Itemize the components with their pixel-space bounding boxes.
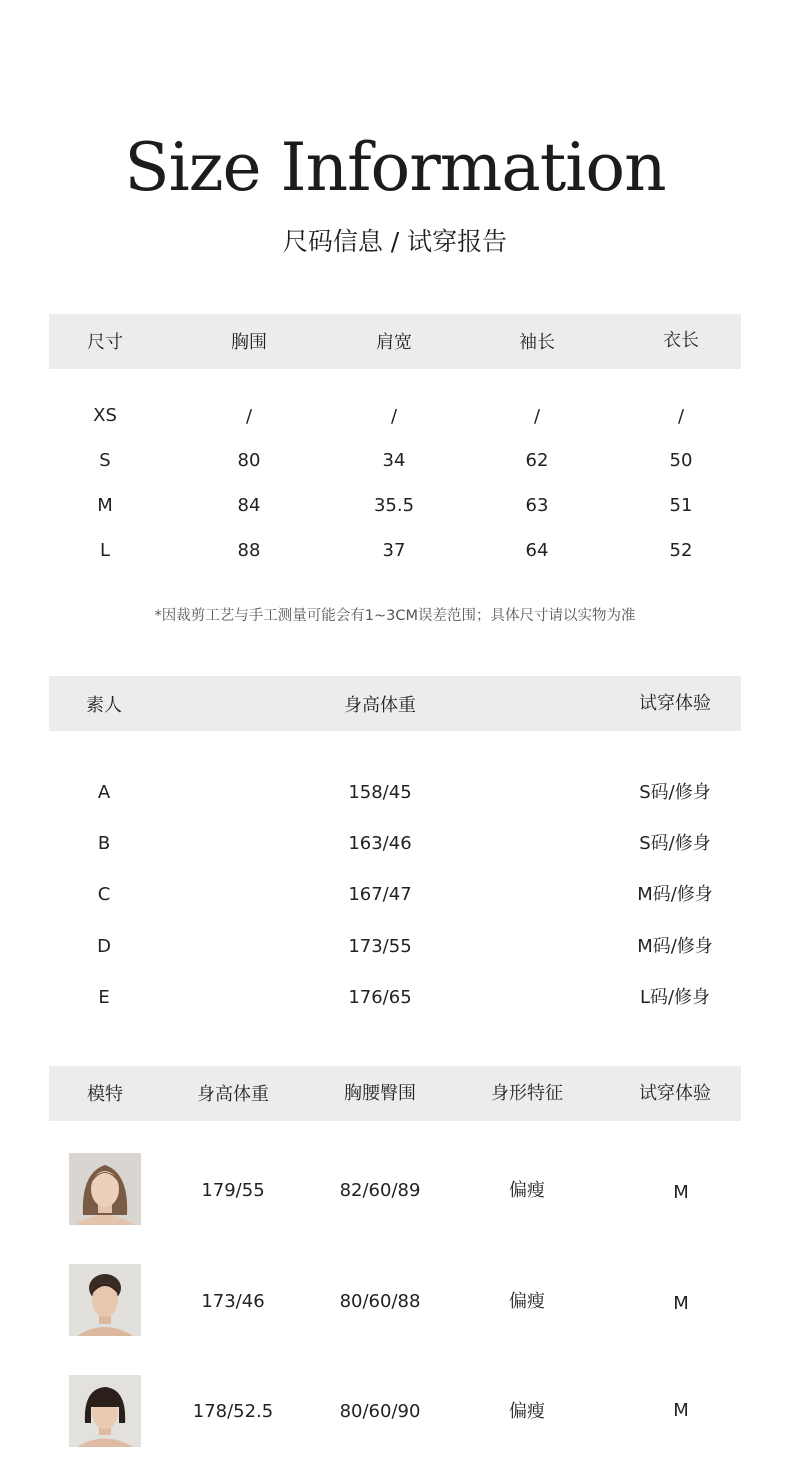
size-cell: 63 <box>525 495 549 516</box>
trial-cell: 158/45 <box>348 782 412 803</box>
trial-cell: D <box>97 936 111 957</box>
page-subtitle: 尺码信息 / 试穿报告 <box>282 227 508 256</box>
trial-cell: S码/修身 <box>639 833 711 854</box>
trial-col-header: 身高体重 <box>344 695 416 716</box>
model-portrait-2 <box>69 1264 141 1336</box>
size-cell: 52 <box>669 540 693 561</box>
size-col-header: 尺寸 <box>87 332 123 353</box>
model-cell: 80/60/90 <box>339 1401 421 1422</box>
trial-col-header: 试穿体验 <box>639 693 711 714</box>
size-cell: 88 <box>237 540 261 561</box>
size-cell: 34 <box>382 450 406 471</box>
size-cell: / <box>245 406 253 427</box>
page-title: Size Information <box>124 129 666 206</box>
measurement-note: *因裁剪工艺与手工测量可能会有1~3CM误差范围；具体尺寸请以实物为准 <box>154 608 636 624</box>
model-cell: 80/60/88 <box>339 1291 421 1312</box>
size-cell: 80 <box>237 450 261 471</box>
size-cell: 35.5 <box>373 495 415 516</box>
size-cell: / <box>677 406 685 427</box>
trial-cell: A <box>97 782 111 803</box>
size-cell: S <box>99 450 111 471</box>
size-cell: M <box>97 495 113 516</box>
model-col-header: 身高体重 <box>197 1084 269 1105</box>
size-cell: 51 <box>669 495 693 516</box>
trial-col-header: 素人 <box>86 695 122 716</box>
trial-cell: M码/修身 <box>637 884 713 905</box>
trial-cell: S码/修身 <box>639 782 711 803</box>
size-cell: 62 <box>525 450 549 471</box>
model-cell: 偏瘦 <box>509 1291 545 1312</box>
model-col-header: 试穿体验 <box>639 1083 711 1104</box>
size-cell: 84 <box>237 495 261 516</box>
model-col-header: 胸腰臀围 <box>344 1083 416 1104</box>
size-cell: / <box>390 406 398 427</box>
size-col-header: 肩宽 <box>376 332 412 353</box>
trial-cell: L码/修身 <box>639 987 711 1008</box>
model-cell: M <box>673 1400 689 1421</box>
model-cell: 偏瘦 <box>509 1180 545 1201</box>
model-col-header: 身形特征 <box>491 1083 563 1104</box>
trial-cell: 173/55 <box>348 936 412 957</box>
trial-cell: 163/46 <box>348 833 412 854</box>
model-portrait-3 <box>69 1375 141 1447</box>
model-portrait-1 <box>69 1153 141 1225</box>
trial-cell: E <box>98 987 110 1008</box>
model-cell: 173/46 <box>201 1291 265 1312</box>
size-cell: / <box>533 406 541 427</box>
size-cell: L <box>99 540 111 561</box>
size-cell: 37 <box>382 540 406 561</box>
model-cell: M <box>673 1293 689 1314</box>
model-cell: M <box>673 1182 689 1203</box>
trial-cell: 176/65 <box>348 987 412 1008</box>
size-cell: 50 <box>669 450 693 471</box>
size-cell: 64 <box>525 540 549 561</box>
trial-cell: 167/47 <box>348 884 412 905</box>
size-col-header: 胸围 <box>231 332 267 353</box>
size-cell: XS <box>93 405 117 426</box>
model-cell: 179/55 <box>201 1180 265 1201</box>
trial-cell: M码/修身 <box>637 936 713 957</box>
size-col-header: 衣长 <box>663 330 699 351</box>
model-cell: 偏瘦 <box>509 1401 545 1422</box>
model-cell: 178/52.5 <box>192 1401 274 1422</box>
size-col-header: 袖长 <box>519 332 555 353</box>
model-cell: 82/60/89 <box>339 1180 421 1201</box>
trial-cell: C <box>97 884 111 905</box>
model-col-header: 模特 <box>87 1084 123 1105</box>
trial-cell: B <box>97 833 111 854</box>
